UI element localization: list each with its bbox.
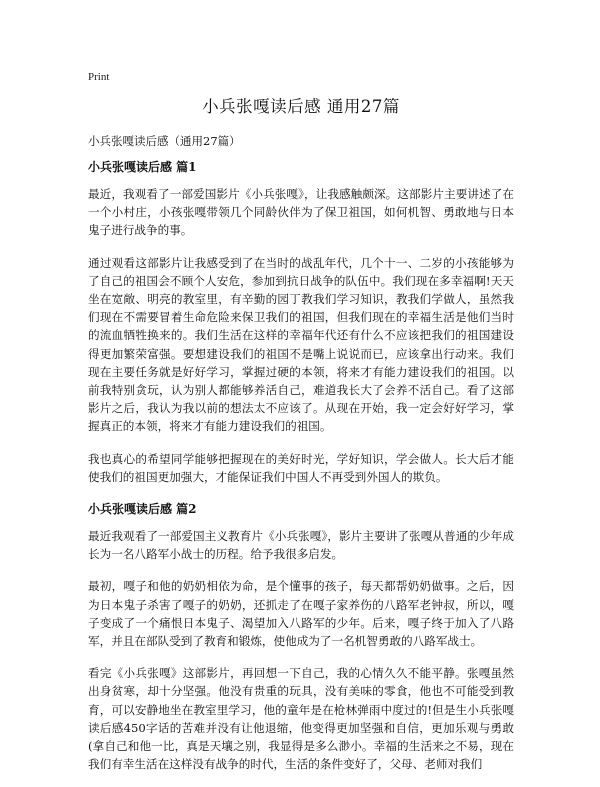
document-title: 小兵张嘎读后感 通用27篇 xyxy=(202,97,400,116)
paragraph: 通过观看这部影片让我感受到了在当时的战乱年代，几个十一、二岁的小孩能够为了自己的祖国会不顾个人安危，参加到抗日战争的队伍中。我们现在多幸福啊!天天坐在宽敞、明亮的教室里，有辛勤的园丁教我们学习知识，教我们学做人，虽然我们现在不需要冒着生命危险来保卫我们的祖国，但我们现在的幸福生活是他们当时的流血牺牲换来的。我们生活在这样的幸福年代还有什么不应该把我们的祖国建设得更加繁荣富强。要想建设我们的祖国不是嘴上说说而已，应该拿出行动来。我们现在主要任务就是好好学习，掌握过硬的本领，将来才有能力建设我们的祖国。以前我特别贪玩，认为别人都能够养活自己，难道我长大了会养不活自己。看了这部影片之后，我认为我以前的想法太不应该了。从现在开始，我一定会好好学习，掌握真正的本领，将来才有能力建设我们的祖国。 xyxy=(88,255,514,434)
paragraph: 最初，嘎子和他的奶奶相依为命，是个懂事的孩子，每天都帮奶奶做事。之后，因为日本鬼子杀害了嘎子的奶奶，还抓走了在嘎子家养伤的八路军老钟叔，所以，嘎子变成了一个痛恨日本鬼子、渴望加入八路军的少年。后来，嘎子终于加入了八路军，并且在部队受到了教育和锻炼，使他成为了一名机智勇敢的八路军战士。 xyxy=(88,579,514,649)
print-link[interactable]: Print xyxy=(88,71,110,83)
section-2 xyxy=(88,500,514,773)
section-1 xyxy=(88,158,514,486)
paragraph: 看完《小兵张嘎》这部影片，再回想一下自己，我的心情久久不能平静。张嘎虽然出身贫寒，却十分坚强。他没有贵重的玩具，没有美味的零食，他也不可能受到教育，可以安静地坐在教室里学习，他的童年是在枪林弹雨中度过的!但是生小兵张嘎读后感450字话的苦难并没有让他退缩，他变得更加坚强和自信，更加乐观与勇敢(拿自己和他一比，真是天壤之别，我显得是多么渺小。幸福的生活来之不易，现在我们有幸生活在这样没有战争的时代，生活的条件变好了，父母、老师对我们 xyxy=(88,666,514,772)
paragraph: 最近我观看了一部爱国主义教育片《小兵张嘎》，影片主要讲了张嘎从普通的少年成长为一名八路军小战士的历程。给予我很多启发。 xyxy=(88,529,514,562)
paragraph: 我也真心的希望同学能够把握现在的美好时光，学好知识，学会做人。长大后才能使我们的祖国更加强大，才能保证我们中国人不再受到外国人的欺负。 xyxy=(88,451,514,484)
document-subtitle: 小兵张嘎读后感（通用27篇） xyxy=(88,134,241,148)
paragraph: 最近，我观看了一部爱国影片《小兵张嘎》，让我感触颇深。这部影片主要讲述了在一个小村庄，小孩张嘎带领几个同龄伙伴为了保卫祖国，如何机智、勇敢地与日本鬼子进行战争的事。 xyxy=(88,187,514,238)
section-heading: 小兵张嘎读后感 篇2 xyxy=(88,502,197,517)
document-body xyxy=(88,158,514,787)
section-heading: 小兵张嘎读后感 篇1 xyxy=(88,160,197,174)
